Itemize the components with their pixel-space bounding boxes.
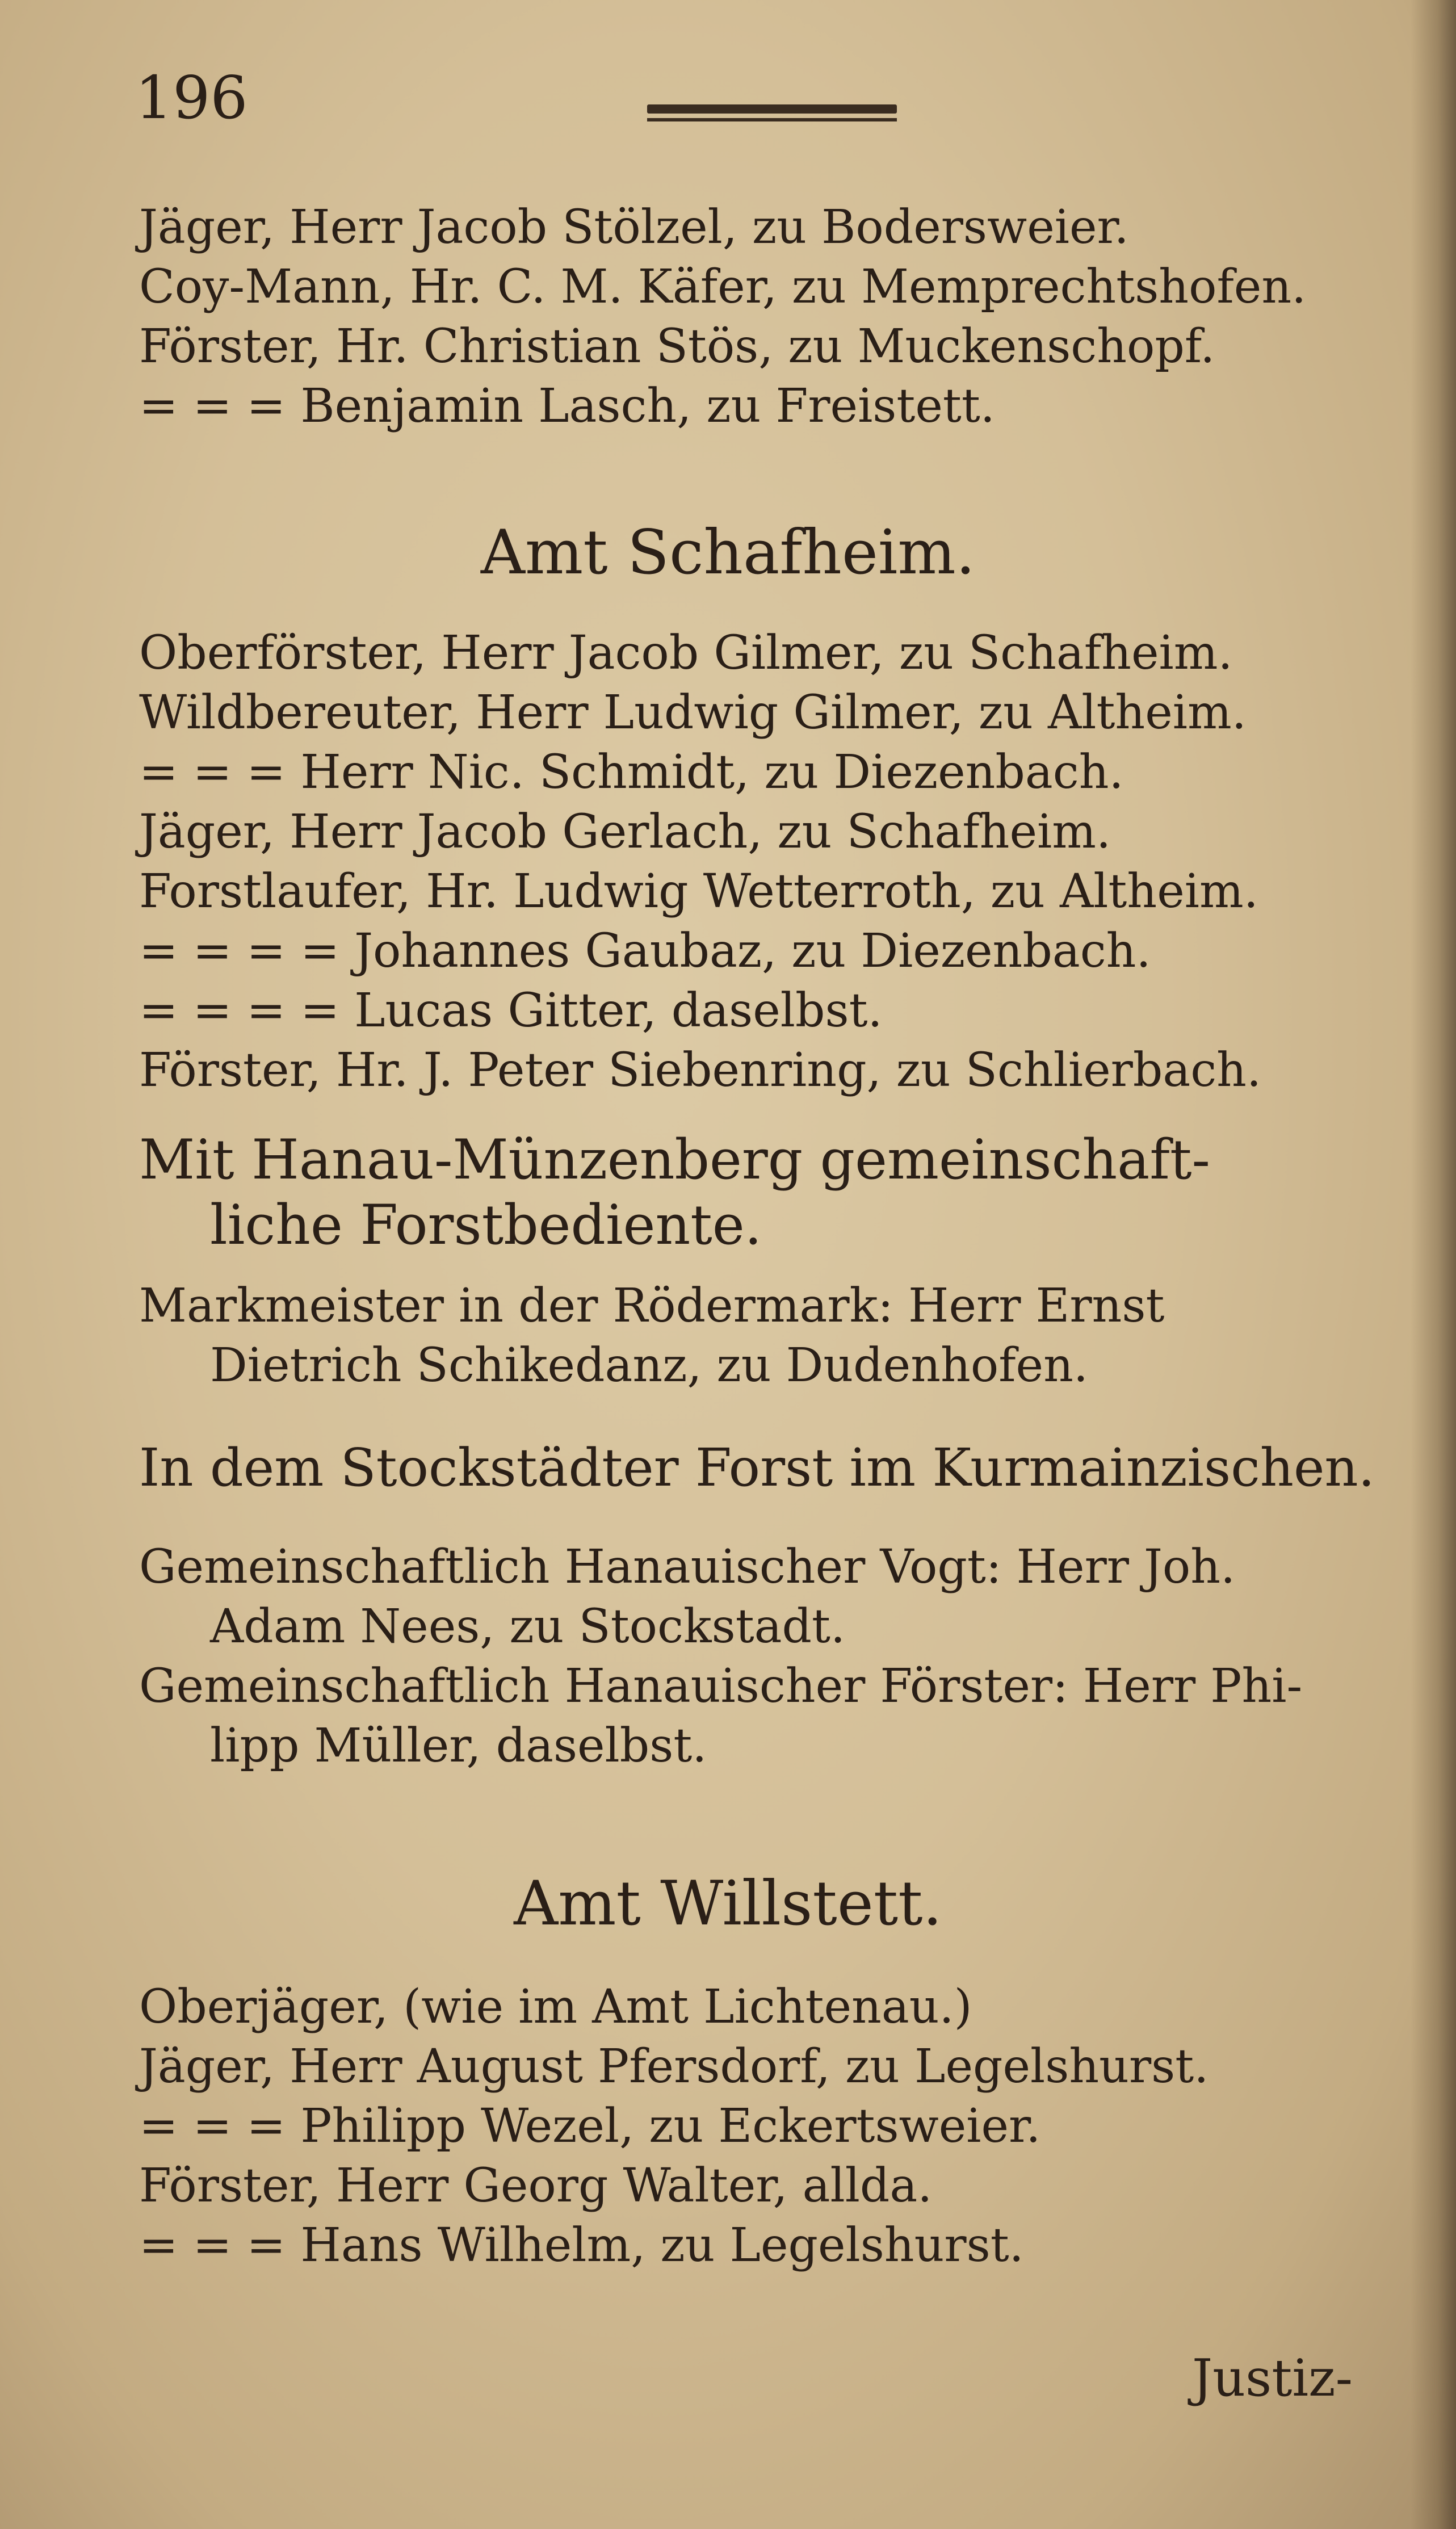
text-line: Markmeister in der Rödermark: Herr Ernst	[139, 1279, 1165, 1333]
ornament-thin-bar	[647, 118, 897, 121]
text-line: lipp Müller, daselbst.	[210, 1719, 707, 1773]
text-line: Förster, Hr. J. Peter Siebenring, zu Schlierbach.	[139, 1043, 1262, 1097]
ornament-thick-bar	[647, 104, 897, 114]
text-line: Oberjäger, (wie im Amt Lichtenau.)	[139, 1980, 972, 2034]
section-heading-willstett: Amt Willstett.	[514, 1868, 942, 1939]
text-line: Coy-Mann, Hr. C. M. Käfer, zu Memprechtshofen.	[139, 260, 1307, 314]
text-line: Oberförster, Herr Jacob Gilmer, zu Schafheim.	[139, 626, 1233, 680]
text-line: = = = Hans Wilhelm, zu Legelshurst.	[139, 2218, 1024, 2272]
text-line: Gemeinschaftlich Hanauischer Förster: Herr Phi-	[139, 1659, 1303, 1713]
section-heading-schafheim: Amt Schafheim.	[480, 517, 976, 588]
text-line: = = = Benjamin Lasch, zu Freistett.	[139, 379, 995, 433]
text-line: = = = Philipp Wezel, zu Eckertsweier.	[139, 2099, 1041, 2153]
text-line: Dietrich Schikedanz, zu Dudenhofen.	[210, 1339, 1088, 1393]
text-line: Wildbereuter, Herr Ludwig Gilmer, zu Altheim.	[139, 686, 1247, 740]
text-line: Förster, Herr Georg Walter, allda.	[139, 2159, 933, 2213]
section-heading-stockstadt: In dem Stockstädter Forst im Kurmainzischen.	[139, 1437, 1375, 1498]
text-line: = = = = Johannes Gaubaz, zu Diezenbach.	[139, 924, 1151, 978]
text-line: Jäger, Herr August Pfersdorf, zu Legelshurst.	[139, 2040, 1209, 2094]
section-heading-hanau-line2: liche Forstbediente.	[210, 1193, 762, 1257]
header-ornament-rule	[647, 101, 897, 124]
text-line: Jäger, Herr Jacob Stölzel, zu Bodersweier.	[139, 200, 1129, 254]
text-line: Jäger, Herr Jacob Gerlach, zu Schafheim.	[139, 805, 1111, 859]
page-number: 196	[135, 63, 248, 132]
catchword: Justiz-	[1192, 2348, 1353, 2408]
text-line: Forstlaufer, Hr. Ludwig Wetterroth, zu Altheim.	[139, 865, 1258, 919]
text-line: Gemeinschaftlich Hanauischer Vogt: Herr Joh.	[139, 1540, 1236, 1594]
text-line: Förster, Hr. Christian Stös, zu Muckenschopf.	[139, 320, 1215, 374]
text-line: Adam Nees, zu Stockstadt.	[210, 1600, 846, 1654]
section-heading-hanau-line1: Mit Hanau-Münzenberg gemeinschaft-	[139, 1128, 1210, 1192]
text-line: = = = = Lucas Gitter, daselbst.	[139, 984, 883, 1038]
text-line: = = = Herr Nic. Schmidt, zu Diezenbach.	[139, 745, 1124, 799]
